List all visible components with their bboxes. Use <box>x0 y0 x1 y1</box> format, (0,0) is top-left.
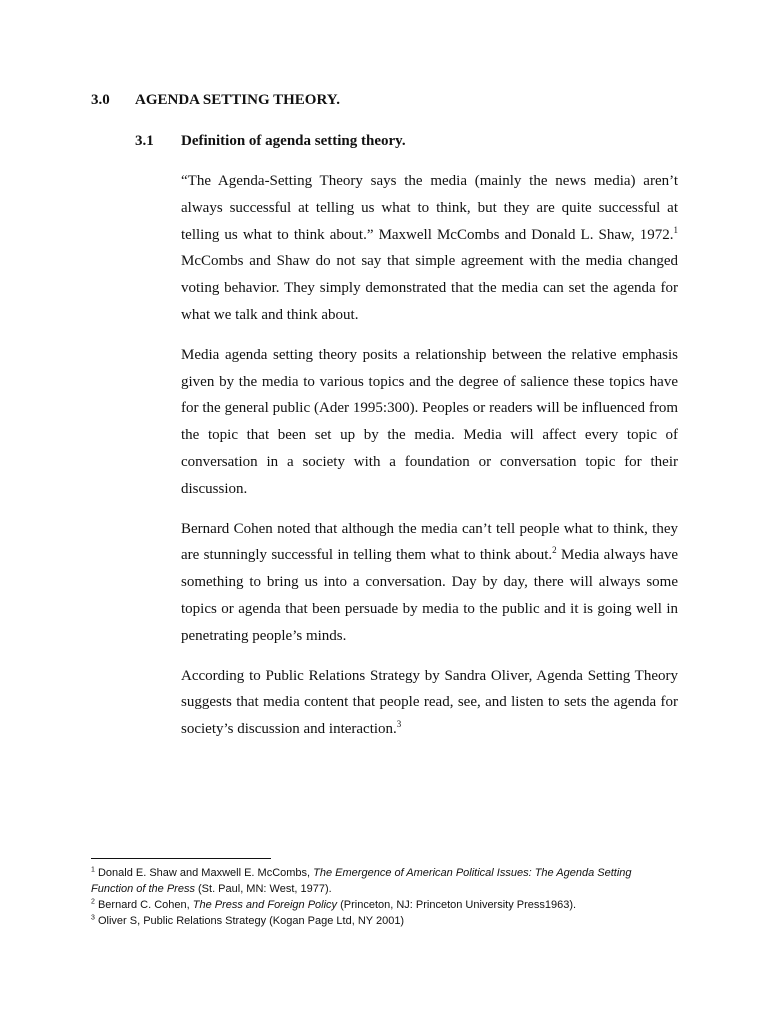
footnote-3 <box>91 913 651 929</box>
paragraph-2 <box>181 342 678 503</box>
footnote-1-publication: (St. Paul, MN: West, 1977). <box>194 883 332 895</box>
paragraph-1-text: “The Agenda-Setting Theory says the media (mainly the news media) aren’t always successful at telling us what to think, but they are quite successful at telling us what to think about.” Maxwell McCombs and Donald L. Shaw, 1972. <box>181 173 678 243</box>
footnotes <box>91 865 651 929</box>
paragraph-3-tail: Media always have something to bring us into a conversation. Day by day, there will always some topics or agenda that been persuade by media to the public and it is going well in penetrating people’s minds. <box>181 547 678 644</box>
footnote-ref-3[interactable]: 3 <box>396 719 402 730</box>
footnote-ref-1[interactable]: 1 <box>673 224 678 235</box>
section-heading <box>91 92 340 109</box>
paragraph-2-text: Media agenda setting theory posits a relationship between the relative emphasis given by the media to various topics and the degree of salience these topics have for the general public (Ader 1995:300). Peoples or readers will be influenced from the topic that been set up by the media. Media will affect every topic of conversation in a society with a foundation or conversation topic for their discussion. <box>181 346 678 497</box>
subsection-title: Definition of agenda setting theory. <box>181 133 406 149</box>
footnote-ref-2[interactable]: 2 <box>552 545 557 556</box>
footnote-3-citation: Oliver S, Public Relations Strategy (Kogan Page Ltd, NY 2001) <box>94 915 405 927</box>
subsection-number: 3.1 <box>135 133 154 149</box>
paragraph-4 <box>181 663 678 743</box>
section-number: 3.0 <box>91 92 110 108</box>
paragraph-3 <box>181 516 678 650</box>
footnote-3-number: 3 <box>91 914 95 922</box>
footnote-2 <box>91 897 651 913</box>
paragraph-3-text: Bernard Cohen noted that although the media can’t tell people what to think, they are stunningly successful in telling them what to think about. <box>181 520 678 564</box>
footnote-1 <box>91 865 651 897</box>
footnote-1-number: 1 <box>91 866 95 874</box>
paragraph-1-tail: McCombs and Shaw do not say that simple agreement with the media changed voting behavior. They simply demonstrated that the media can set the agenda for what we talk and think about. <box>181 253 678 323</box>
paragraph-4-text: According to Public Relations Strategy by Sandra Oliver, Agenda Setting Theory suggests that media content that people read, see, and listen to sets the agenda for society’s discussion and interaction. <box>181 667 678 738</box>
footnote-2-author: Bernard C. Cohen, <box>94 899 193 911</box>
subsection-heading <box>135 133 406 150</box>
paragraph-1 <box>181 168 678 329</box>
footnote-1-author: Donald E. Shaw and Maxwell E. McCombs, <box>94 867 314 879</box>
footnote-2-number: 2 <box>91 898 95 906</box>
body-text <box>181 168 678 756</box>
footnote-2-publication: (Princeton, NJ: Princeton University Press1963). <box>337 899 577 911</box>
footnote-divider <box>91 858 271 859</box>
footnote-2-title: The Press and Foreign Policy <box>192 899 338 911</box>
footnote-1-title: The Emergence of American Political Issues: The Agenda Setting Function of the Press <box>91 867 632 895</box>
section-title: AGENDA SETTING THEORY. <box>135 92 340 108</box>
